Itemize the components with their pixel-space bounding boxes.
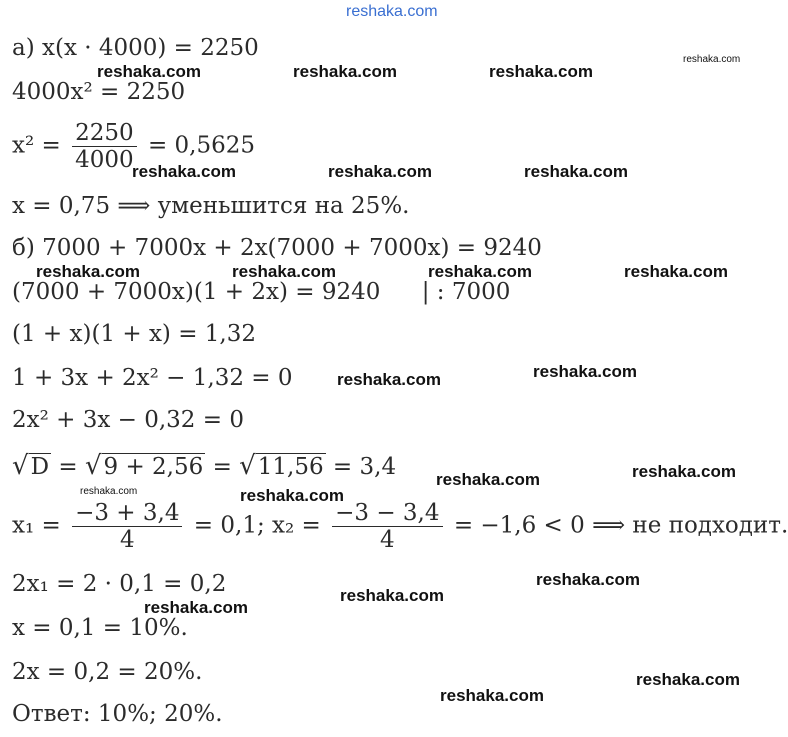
x1-denominator: 4 bbox=[72, 526, 182, 553]
line-b6 bbox=[12, 452, 396, 481]
watermark: reshaka.com bbox=[436, 470, 540, 489]
watermark: reshaka.com bbox=[428, 262, 532, 281]
watermark: reshaka.com bbox=[624, 262, 728, 281]
b7-mid: = 0,1; x₂ = bbox=[193, 512, 321, 539]
sqrt-d-radicand: D bbox=[30, 454, 50, 480]
a3-lhs: x² = bbox=[12, 132, 61, 159]
sqrt-value-radicand: 11,56 bbox=[257, 454, 324, 480]
watermark: reshaka.com bbox=[536, 570, 640, 589]
watermark: reshaka.com bbox=[489, 62, 593, 81]
watermark: reshaka.com bbox=[97, 62, 201, 81]
watermark: reshaka.com bbox=[232, 262, 336, 281]
watermark: reshaka.com bbox=[80, 486, 138, 497]
line-b1: б) 7000 + 7000x + 2x(7000 + 7000x) = 9240 bbox=[12, 235, 542, 261]
b6-end: = 3,4 bbox=[332, 454, 397, 480]
line-b10: 2x = 0,2 = 20%. bbox=[12, 659, 203, 685]
sqrt-sum: √9 + 2,56 bbox=[84, 451, 204, 481]
watermark: reshaka.com bbox=[337, 370, 441, 389]
line-answer: Ответ: 10%; 20%. bbox=[12, 701, 223, 727]
line-a1: а) x(x · 4000) = 2250 bbox=[12, 35, 259, 61]
line-b5: 2x² + 3x − 0,32 = 0 bbox=[12, 407, 244, 433]
x2-numerator: −3 − 3,4 bbox=[335, 500, 440, 526]
a3-numerator: 2250 bbox=[75, 120, 134, 146]
watermark: reshaka.com bbox=[440, 686, 544, 705]
x2-fraction bbox=[332, 500, 442, 553]
watermark: reshaka.com bbox=[632, 462, 736, 481]
watermark: reshaka.com bbox=[328, 162, 432, 181]
watermark: reshaka.com bbox=[683, 54, 741, 65]
line-a2: 4000x² = 2250 bbox=[12, 79, 186, 105]
b2-equation: (7000 + 7000x)(1 + 2x) = 9240 bbox=[12, 279, 381, 305]
watermark: reshaka.com bbox=[636, 670, 740, 689]
watermark: reshaka.com bbox=[340, 586, 444, 605]
watermark: reshaka.com bbox=[240, 486, 344, 505]
b7-x1: x₁ = bbox=[12, 512, 61, 539]
a3-rhs: = 0,5625 bbox=[147, 132, 256, 159]
sqrt-value: √11,56 bbox=[239, 451, 324, 481]
x1-numerator: −3 + 3,4 bbox=[75, 500, 180, 526]
line-b7 bbox=[12, 500, 788, 553]
line-b3: (1 + x)(1 + x) = 1,32 bbox=[12, 321, 256, 347]
watermark: reshaka.com bbox=[293, 62, 397, 81]
line-a4: x = 0,75 ⟹ уменьшится на 25%. bbox=[12, 193, 410, 219]
watermark: reshaka.com bbox=[144, 598, 248, 617]
b6-eq2: = bbox=[212, 454, 232, 480]
sqrt-d: √D bbox=[12, 451, 50, 481]
watermark-top: reshaka.com bbox=[346, 3, 438, 20]
sqrt-sum-radicand: 9 + 2,56 bbox=[103, 454, 204, 480]
line-b4: 1 + 3x + 2x² − 1,32 = 0 bbox=[12, 365, 293, 391]
watermark: reshaka.com bbox=[132, 162, 236, 181]
watermark: reshaka.com bbox=[524, 162, 628, 181]
line-b8: 2x₁ = 2 · 0,1 = 0,2 bbox=[12, 571, 227, 597]
watermark: reshaka.com bbox=[533, 362, 637, 381]
line-b2 bbox=[12, 278, 510, 306]
a3-fraction bbox=[72, 120, 137, 173]
x2-denominator: 4 bbox=[332, 526, 442, 553]
line-b9: x = 0,1 = 10%. bbox=[12, 615, 188, 641]
b7-end: = −1,6 < 0 ⟹ не подходит. bbox=[453, 512, 788, 539]
x1-fraction bbox=[72, 500, 182, 553]
a3-denominator: 4000 bbox=[72, 146, 137, 173]
watermark: reshaka.com bbox=[36, 262, 140, 281]
b6-eq1: = bbox=[58, 454, 78, 480]
b2-divisor: | : 7000 bbox=[421, 279, 511, 305]
